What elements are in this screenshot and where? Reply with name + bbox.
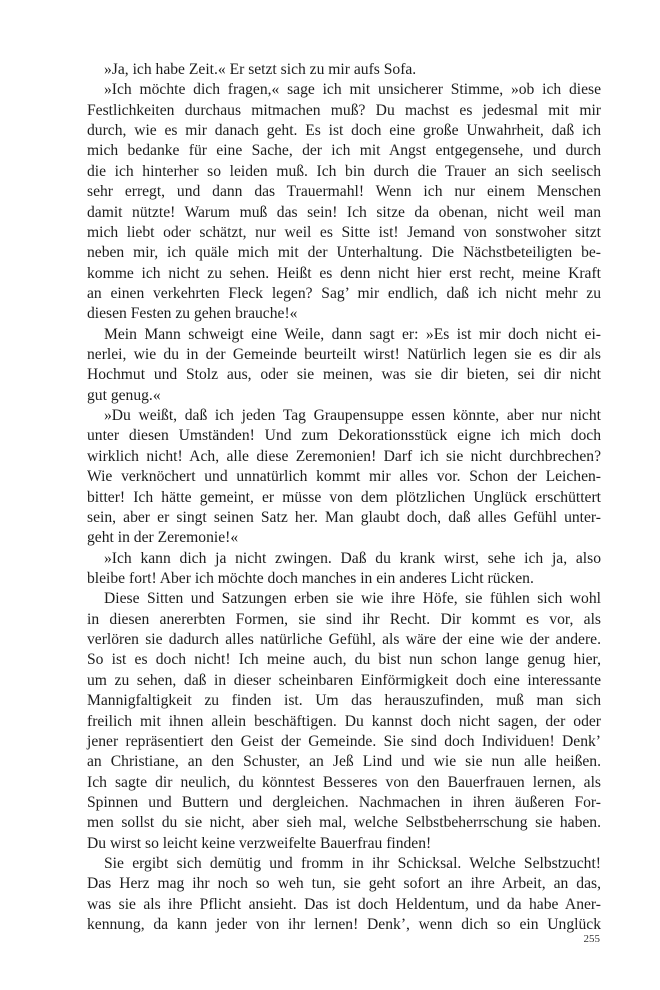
text-line: Ich sagte dir neulich, du könntest Besseres von den Bauerfrauen lernen, als <box>87 773 601 791</box>
text-line: Festlichkeiten durchaus mitmachen muß? Du machst es jedesmal mit mir <box>87 101 601 119</box>
text-line: nerlei, wie du in der Gemeinde beurteilt wirst! Natürlich legen sie es dir als <box>87 346 601 364</box>
text-line: gut genug.« <box>87 386 161 404</box>
text-line: »Du weißt, daß ich jeden Tag Graupensuppe essen könnte, aber nur nicht <box>104 407 601 425</box>
text-line: damit nützte! Warum muß das sein! Ich sitze da obenan, nicht weil man <box>87 203 601 221</box>
text-line: jener repräsentiert den Geist der Gemeinde. Sie sind doch Individuen! Denk’ <box>87 732 601 750</box>
text-line: Mein Mann schweigt eine Weile, dann sagt er: »Es ist mir doch nicht ei- <box>104 325 601 343</box>
text-line: So ist es doch nicht! Ich meine auch, du bist nun schon lange genug hier, <box>87 651 601 669</box>
text-line: mich liebt oder schätzt, nur weil es Sitte ist! Jemand von sonstwoher sitzt <box>87 223 601 241</box>
text-line: an Christiane, an den Schuster, an Jeß Lind und wie sie nun alle heißen. <box>87 753 601 771</box>
text-line: Hochmut und Stolz aus, oder sie meinen, was sie dir bieten, sei dir nicht <box>87 366 601 384</box>
text-line: geht in der Zeremonie!« <box>87 529 239 547</box>
text-line: Du wirst so leicht keine verzweifelte Bauerfrau finden! <box>87 834 432 852</box>
text-line: sehr erregt, und dann das Trauermahl! Wenn ich nur einem Menschen <box>87 183 601 201</box>
text-line: freilich mit ihnen allein beschäftigen. Du kannst doch nicht sagen, der oder <box>87 712 601 730</box>
text-line: wirklich nicht! Ach, alle diese Zeremonien! Darf ich sie nicht durchbrechen? <box>87 447 601 465</box>
text-line: die ich hinterher so leiden muß. Ich bin durch die Trauer an sich seelisch <box>87 162 601 180</box>
text-line: diesen Festen zu gehen brauche!« <box>87 305 298 323</box>
text-line: Sie ergibt sich demütig und fromm in ihr Schicksal. Welche Selbstzucht! <box>104 855 601 873</box>
text-line: Spinnen und Buttern und dergleichen. Nachmachen in ihren äußeren For- <box>87 793 601 811</box>
text-line: an einen verkehrten Fleck legen? Sag’ mir endlich, daß ich nicht mehr zu <box>87 284 601 302</box>
text-line: komme ich nicht zu sehen. Heißt es denn nicht hier erst recht, meine Kraft <box>87 264 601 282</box>
text-line: was sie als ihre Pflicht ansieht. Das ist doch Heldentum, und da habe Aner- <box>87 895 601 913</box>
text-line: »Ich möchte dich fragen,« sage ich mit unsicherer Stimme, »ob ich diese <box>104 81 601 99</box>
text-line: durch, wie es mir danach geht. Es ist doch eine große Unwahrheit, daß ich <box>87 122 601 140</box>
text-line: men sollst du sie nicht, aber sieh mal, welche Selbstbeherrschung sie haben. <box>87 814 601 832</box>
text-line: bitter! Ich hätte gemeint, er müsse von dem plötzlichen Unglück erschüttert <box>87 488 601 506</box>
text-line: verlören sie dadurch alles natürliche Gefühl, als wäre der eine wie der andere. <box>87 631 601 649</box>
text-line: mich bedanke für eine Sache, der ich mit Angst entgegensehe, und durch <box>87 142 601 160</box>
text-line: sein, aber er singt seinen Satz her. Man glaubt doch, daß alles Gefühl unter- <box>87 508 601 526</box>
text-line: Das Herz mag ihr noch so weh tun, sie geht sofort an ihre Arbeit, an das, <box>87 875 601 893</box>
text-line: bleibe fort! Aber ich möchte doch manches in ein anderes Licht rücken. <box>87 569 534 587</box>
text-line: »Ja, ich habe Zeit.« Er setzt sich zu mir aufs Sofa. <box>104 61 417 78</box>
text-line: Wie verknöchert und unnatürlich kommt mir alles vor. Schon der Leichen- <box>87 468 601 486</box>
text-line: »Ich kann dich ja nicht zwingen. Daß du krank wirst, sehe ich ja, also <box>104 549 601 567</box>
text-line: neben mir, ich quäle mich mit der Unterhaltung. Die Nächstbeteiligten be- <box>87 244 601 262</box>
text-line: um zu sehen, daß in dieser scheinbaren Einförmigkeit doch eine interessante <box>87 671 601 689</box>
text-line: unter diesen Umständen! Und zum Dekorationsstück eigne ich mich doch <box>87 427 601 445</box>
text-line: Diese Sitten und Satzungen erben sie wie ihre Höfe, sie fühlen sich wohl <box>104 590 601 608</box>
text-line: Mannigfaltigkeit zu finden ist. Um das herauszufinden, muß man sich <box>87 692 601 710</box>
page-number: 255 <box>583 933 600 945</box>
text-line: in diesen anererbten Formen, sie sind ihr Recht. Dir kommt es vor, als <box>87 610 601 628</box>
text-line: kennung, da kann jeder von ihr lernen! Denk’, wenn dich so ein Unglück <box>87 916 601 934</box>
body-text <box>87 60 601 935</box>
